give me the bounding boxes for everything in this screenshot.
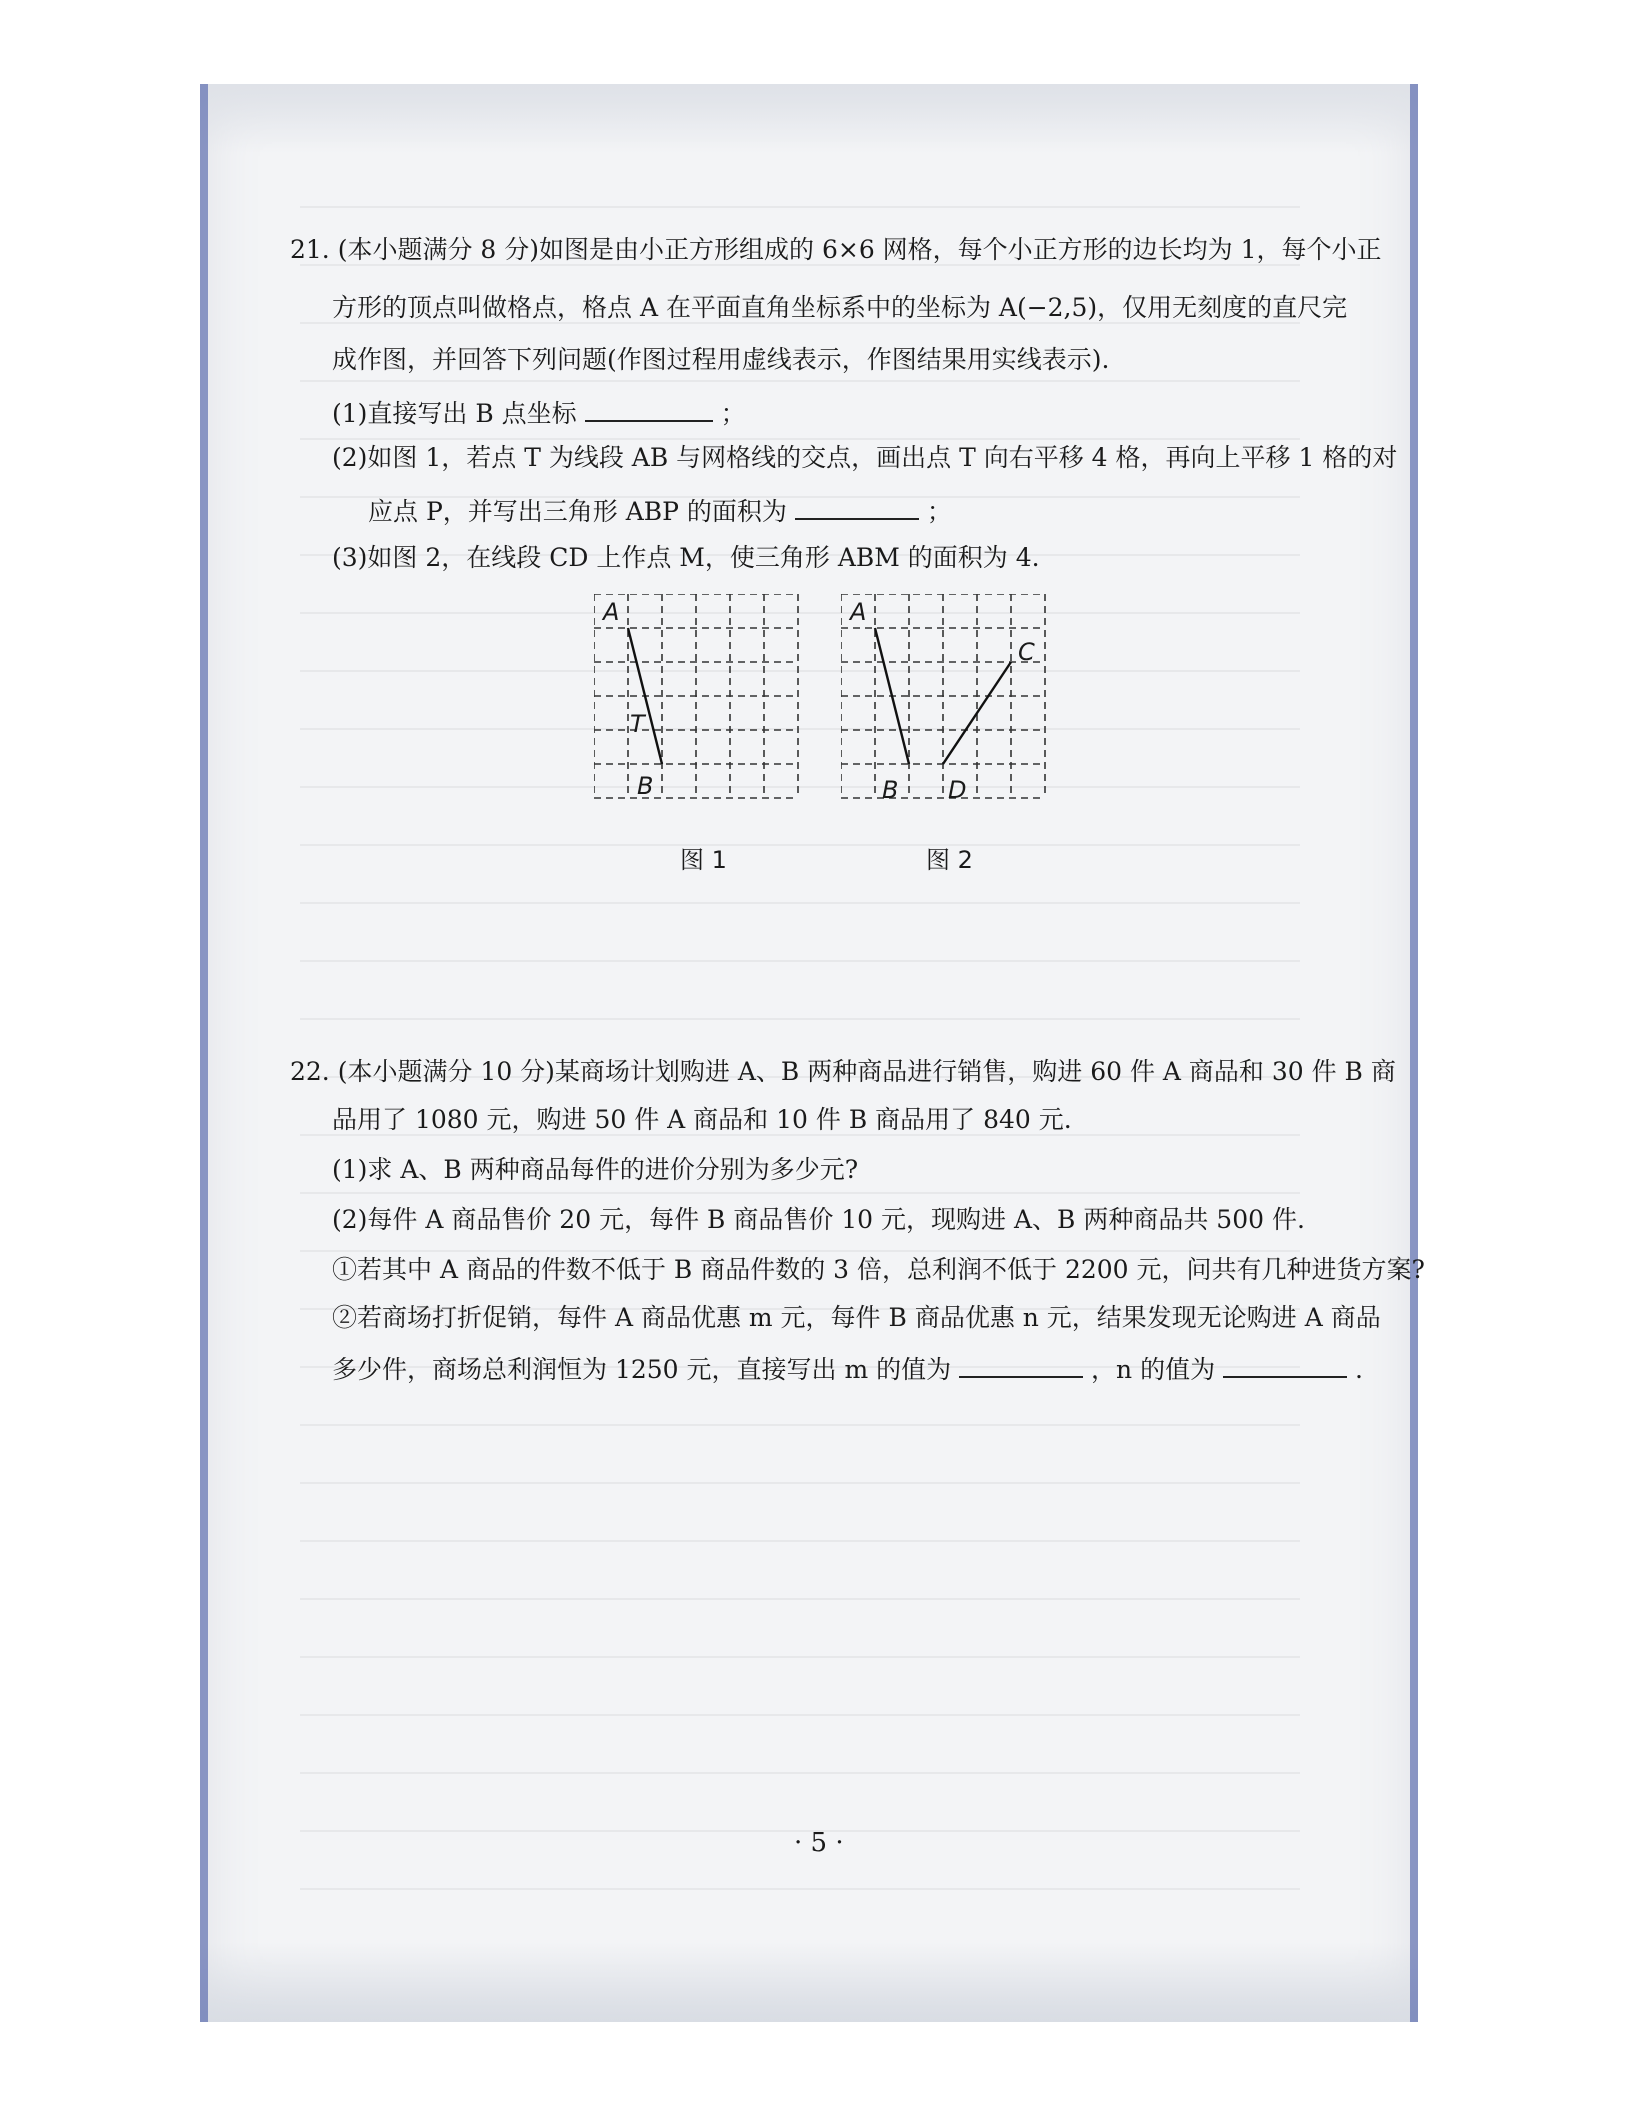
- q21-part2-end: ；: [926, 497, 952, 526]
- paper-edge-right: [1410, 84, 1418, 2022]
- fig2-caption: 图 2: [926, 846, 973, 874]
- q21-intro-1: (本小题满分 8 分)如图是由小正方形组成的 6×6 网格，每个小正方形的边长均为 1，每个小正: [337, 235, 1382, 264]
- q21-part1: [332, 394, 746, 432]
- q21-part1-answer-blank[interactable]: [585, 394, 713, 422]
- fig2-point-B-label: B: [882, 776, 899, 804]
- q22-sub2-end: .: [1355, 1355, 1363, 1384]
- q22-line-2: [332, 1102, 1072, 1138]
- fig2-point-A-label: A: [850, 598, 867, 626]
- q21-part2-line-1: [332, 440, 1397, 476]
- q22-sub2-line-2: [332, 1350, 1363, 1388]
- q22-line-1: [290, 1054, 1396, 1090]
- q22-sub2-line-1: [332, 1300, 1381, 1336]
- q22-part1: [332, 1152, 858, 1188]
- q22-m-answer-blank[interactable]: [959, 1350, 1083, 1378]
- figure-2-grid: [841, 594, 1051, 804]
- q22-n-answer-blank[interactable]: [1223, 1350, 1347, 1378]
- q22-sub1: [332, 1252, 1425, 1288]
- q22-part2-text: (2)每件 A 商品售价 20 元，每件 B 商品售价 10 元，现购进 A、B 两种商品共 500 件.: [332, 1205, 1305, 1234]
- fig1-point-B-label: B: [637, 772, 654, 800]
- q21-line-2: [332, 290, 1347, 326]
- q21-line-3: [332, 342, 1109, 378]
- fig1-point-A-label: A: [603, 598, 620, 626]
- q22-sub2-text-1: ②若商场打折促销，每件 A 商品优惠 m 元，每件 B 商品优惠 n 元，结果发现无论购进 A 商品: [332, 1303, 1381, 1332]
- q21-part1-text: (1)直接写出 B 点坐标: [332, 399, 577, 428]
- segment-CD: [943, 662, 1011, 764]
- q22-sub2-text-2: 多少件，商场总利润恒为 1250 元，直接写出 m 的值为: [332, 1355, 952, 1384]
- q21-part2-text-1: (2)如图 1，若点 T 为线段 AB 与网格线的交点，画出点 T 向右平移 4 格，再向上平移 1 格的对: [332, 443, 1398, 472]
- q22-intro-1: (本小题满分 10 分)某商场计划购进 A、B 两种商品进行销售，购进 60 件 A 商品和 30 件 B 商: [337, 1057, 1396, 1086]
- fig1-caption: 图 1: [680, 846, 727, 874]
- q21-part1-end: ；: [720, 399, 746, 428]
- q21-number: 21.: [290, 235, 330, 264]
- fig1-point-T-label: T: [630, 710, 645, 738]
- q21-part2-answer-blank[interactable]: [795, 492, 919, 520]
- figure-1-grid: [594, 594, 804, 804]
- q22-sub2-mid: ，n 的值为: [1091, 1355, 1216, 1384]
- fig2-point-C-label: C: [1018, 638, 1035, 666]
- q21-intro-2: 方形的顶点叫做格点，格点 A 在平面直角坐标系中的坐标为 A(−2,5)，仅用无刻度的直尺完: [332, 293, 1348, 322]
- q22-intro-2: 品用了 1080 元，购进 50 件 A 商品和 10 件 B 商品用了 840 元.: [332, 1105, 1072, 1134]
- q21-part3-text: (3)如图 2，在线段 CD 上作点 M，使三角形 ABM 的面积为 4.: [332, 543, 1040, 572]
- q22-number: 22.: [290, 1057, 330, 1086]
- q22-part1-text: (1)求 A、B 两种商品每件的进价分别为多少元?: [332, 1155, 859, 1184]
- fig2-point-D-label: D: [948, 776, 967, 804]
- q22-part2: [332, 1202, 1305, 1238]
- q21-part3: [332, 540, 1040, 576]
- q22-sub1-text: ①若其中 A 商品的件数不低于 B 商品件数的 3 倍，总利润不低于 2200 元，问共有几种进货方案?: [332, 1255, 1425, 1284]
- paper-edge-left: [200, 84, 208, 2022]
- q21-intro-3: 成作图，并回答下列问题(作图过程用虚线表示，作图结果用实线表示).: [332, 345, 1110, 374]
- q21-part2-line-2: [368, 492, 952, 530]
- page-number: · 5 ·: [794, 1828, 844, 1858]
- q21-line-1: [290, 232, 1382, 268]
- q21-part2-text-2: 应点 P，并写出三角形 ABP 的面积为: [368, 497, 787, 526]
